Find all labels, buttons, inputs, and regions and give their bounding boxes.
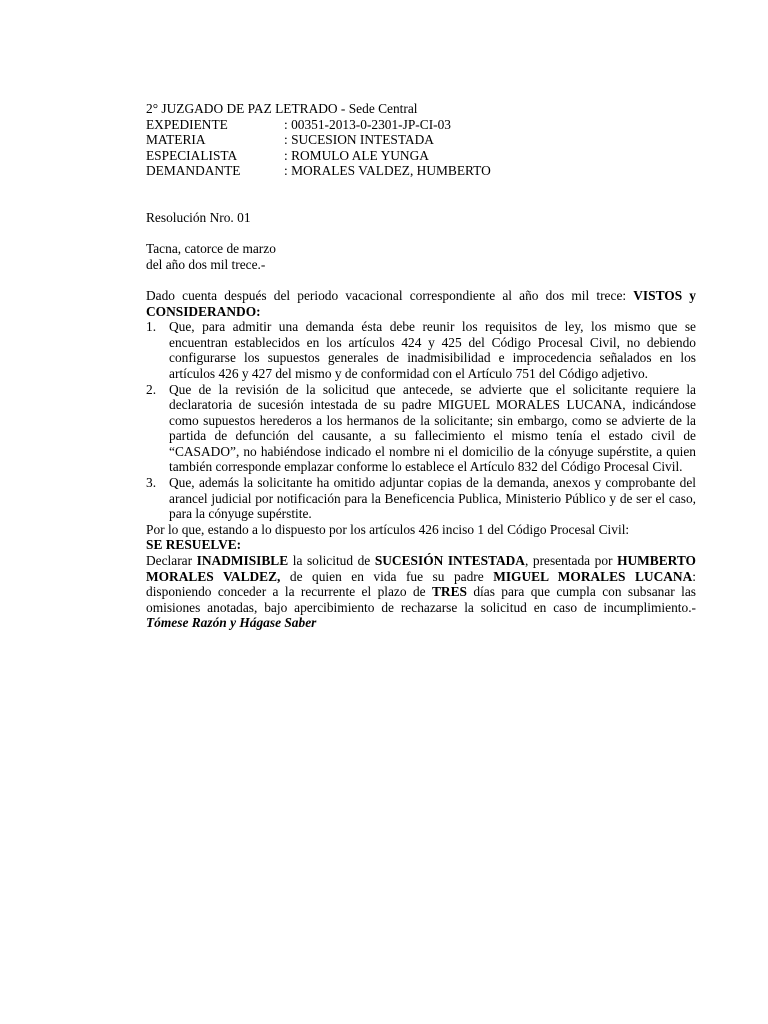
header-value: : 00351-2013-0-2301-JP-CI-03 xyxy=(284,116,451,132)
list-item-text: Que, para admitir una demanda ésta debe reunir los requisitos de ley, los mismo que se encuentran establecidos en los artículos 424 y 425 del Código Procesal Civil, no debiendo configurarse los supuestos generales de inadmisibilidad e improcedencia señalados en los artículos 426 y 427 del mismo y de conformidad con el Artículo 751 del Código adjetivo. xyxy=(169,319,696,381)
decision-bold: INADMISIBLE xyxy=(196,553,289,569)
header-label: ESPECIALISTA xyxy=(146,147,238,163)
place-date-line-1: Tacna, catorce de marzo xyxy=(146,241,276,257)
header-label: EXPEDIENTE xyxy=(146,116,228,132)
court-name: 2° JUZGADO DE PAZ LETRADO - Sede Central xyxy=(146,101,418,116)
intro-bold: VISTOS y CONSIDERANDO: xyxy=(146,287,696,319)
header-row-especialista xyxy=(146,148,696,164)
decision-text: , presentada por xyxy=(524,553,618,569)
list-item xyxy=(146,319,696,381)
decision-text: días para que cumpla con subsanar las omisiones anotadas, bajo apercibimiento de rechazarse la solicitud en caso de incumplimiento.- xyxy=(146,584,697,615)
list-item-number: 2. xyxy=(146,381,157,397)
resolution-document xyxy=(146,101,696,631)
header-value: : MORALES VALDEZ, HUMBERTO xyxy=(284,163,491,179)
considerations-list xyxy=(146,319,696,522)
intro-paragraph xyxy=(146,288,696,319)
decision-bold: HUMBERTO MORALES VALDEZ, xyxy=(146,553,696,584)
closing-formula: Tómese Razón y Hágase Saber xyxy=(146,615,317,631)
decision-bold: MIGUEL MORALES LUCANA xyxy=(493,568,693,584)
list-item-number: 3. xyxy=(146,475,157,491)
resolve-heading xyxy=(146,537,696,553)
decision-bold: SUCESIÓN INTESTADA xyxy=(374,553,525,569)
basis-paragraph: Por lo que, estando a lo dispuesto por los artículos 426 inciso 1 del Código Procesal Civil: xyxy=(146,521,630,537)
intro-text: Dado cuenta después del periodo vacacional correspondiente al año dos mil trece: xyxy=(146,287,634,303)
header-row-materia xyxy=(146,132,696,148)
header-value: : ROMULO ALE YUNGA xyxy=(284,147,429,163)
list-item xyxy=(146,475,696,522)
list-item-text: Que de la revisión de la solicitud que antecede, se advierte que el solicitante requiere la declaratoria de sucesión intestada de su padre MIGUEL MORALES LUCANA, indicándose como supuestos herederos a los hermanos de la solicitante; sin embargo, como se advierte de la partida de defunción del causante, a su fallecimiento el mismo tenía el estado civil de “CASADO”, no habiéndose indicado el nombre ni el domicilio de la cónyuge supérstite, a quien también corresponde emplazar conforme lo establece el Artículo 832 del Código Procesal Civil. xyxy=(169,381,696,475)
decision-bold: TRES xyxy=(431,584,467,600)
place-date-line-2: del año dos mil trece.- xyxy=(146,256,266,272)
decision-text: : disponiendo conceder a la recurrente el plazo de xyxy=(146,568,696,600)
header-label: MATERIA xyxy=(146,132,206,148)
header-value: : SUCESION INTESTADA xyxy=(284,132,434,148)
decision-text: Declarar xyxy=(146,553,197,569)
resolve-heading-text: SE RESUELVE: xyxy=(146,537,242,553)
header-row-expediente xyxy=(146,117,696,133)
decision-paragraph xyxy=(146,553,696,631)
decision-text: de quien en vida fue su padre xyxy=(280,568,494,584)
list-item-number: 1. xyxy=(146,319,157,335)
header-row-demandante xyxy=(146,163,696,179)
header-label: DEMANDANTE xyxy=(146,163,241,179)
list-item-text: Que, además la solicitante ha omitido adjuntar copias de la demanda, anexos y comprobante del arancel judicial por notificación para la Beneficencia Publica, Ministerio Público y de ser el caso, para la cónyuge supérstite. xyxy=(169,475,696,522)
list-item xyxy=(146,382,696,476)
decision-text: la solicitud de xyxy=(288,553,375,569)
resolution-number: Resolución Nro. 01 xyxy=(146,209,251,225)
